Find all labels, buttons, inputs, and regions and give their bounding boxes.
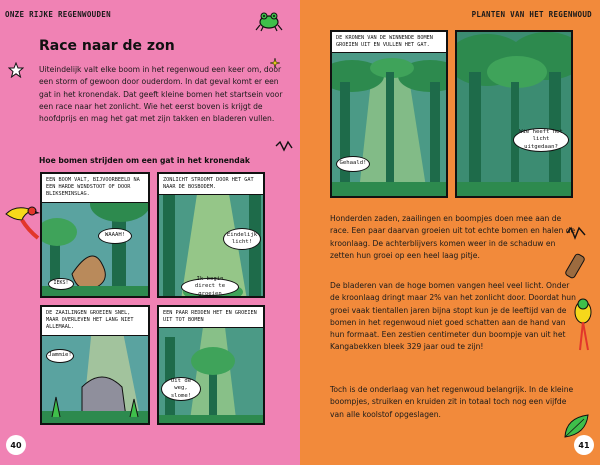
comic-panel-3 (40, 305, 150, 425)
panel-2-bubble-1: Eindelijk licht! (223, 228, 261, 250)
panel-3-caption: DE ZAAILINGEN GROEIEN SNEL, MAAR OVERLEVEN HET LANG NIET ALLEMAAL. (42, 307, 148, 336)
right-page-header: PLANTEN VAN HET REGENWOUD (471, 10, 592, 19)
right-page-number: 41 (574, 435, 594, 455)
panel-5-caption: DE KRONEN VAN DE WINNENDE BOMEN GROEIEN UIT EN VULLEN HET GAT. (332, 32, 446, 53)
paragraph-3: Toch is de onderlaag van het regenwoud belangrijk. In de kleine boompjes, struiken en kruiden zit in totaal toch nog een vijfde van alle koolstof opgeslagen. (330, 385, 574, 419)
panel-1-bubble-2: IEKS! (48, 278, 74, 290)
panel-4-caption: EEN PAAR REDDEN HET EN GROEIEN UIT TOT BOMEN (159, 307, 263, 328)
panel-6-bubble-1: Wie heeft het licht uitgedaan? (513, 128, 569, 152)
parrot-icon (2, 200, 42, 242)
intro-paragraph: Uiteindelijk valt elke boom in het regenwoud een keer om, door een storm of gewoon door ouderdom. In dat geval komt er een gat in het kronendak. Dat geeft kleine bomen het startsein voor een race naar het zonlicht. Wie het eerst boven is krijgt de hoofdprijs en mag het gat met zijn takken en bladeren vullen. (39, 65, 283, 124)
panel-5-bubble-1: Gehaald! (336, 156, 370, 172)
panel-1-caption: EEN BOOM VALT, BIJVOORBEELD NA EEN HARDE WINDSTOOT OF DOOR BLIKSEMINSLAG. (42, 174, 148, 203)
comic-panel-5 (330, 30, 448, 198)
panel-3-bubble-1: Jammie! (46, 349, 74, 363)
left-page-number: 40 (6, 435, 26, 455)
squiggle-icon (275, 140, 293, 152)
paragraph-1: Honderden zaden, zaailingen en boompjes doen mee aan de race. Een paar daarvan groeien uit tot echte bomen en halen de kroonlaag. De achterblijvers komen weer in de schaduw en zetten hun groei op een heel laag pitje. (330, 214, 576, 260)
star-icon (8, 62, 24, 78)
comic-panel-1 (40, 172, 150, 298)
comic-panel-4 (157, 305, 265, 425)
comic-subheading: Hoe bomen strijden om een gat in het kronendak (39, 156, 250, 165)
panel-2-bubble-2: Ik begin direct te groeien (181, 278, 239, 296)
frog-icon (255, 10, 283, 32)
right-page (300, 0, 600, 465)
paragraph-2: De bladeren van de hoge bomen vangen heel veel licht. Onder de kroonlaag dringt maar 2% van het zonlicht door. Doordat hun groei vaak tientallen jaren bijna stopt kun je de leeftijd van de bomen in het regenwoud niet goed schatten aan de hand van hun formaat. Een zestien centimeter dun boompje van uit het Kangabekken bleek 329 jaar oud te zijn! (330, 281, 576, 352)
log-icon (564, 250, 590, 280)
comic-panel-6 (455, 30, 573, 198)
comic-panel-2 (157, 172, 265, 298)
panel-6-forest (457, 32, 573, 198)
panel-1-bubble-1: WAAAH! (98, 228, 132, 244)
panel-4-bubble-1: Uit de weg, slome! (161, 377, 201, 401)
parrot-icon (570, 296, 596, 352)
left-page-header: ONZE RIJKE REGENWOUDEN (5, 10, 111, 19)
panel-5-forest (332, 32, 448, 198)
panel-2-caption: ZONLICHT STROOMT DOOR HET GAT NAAR DE BOSBODEM. (159, 174, 263, 195)
page-title: Race naar de zon (39, 38, 175, 54)
squiggle-icon (566, 226, 586, 240)
